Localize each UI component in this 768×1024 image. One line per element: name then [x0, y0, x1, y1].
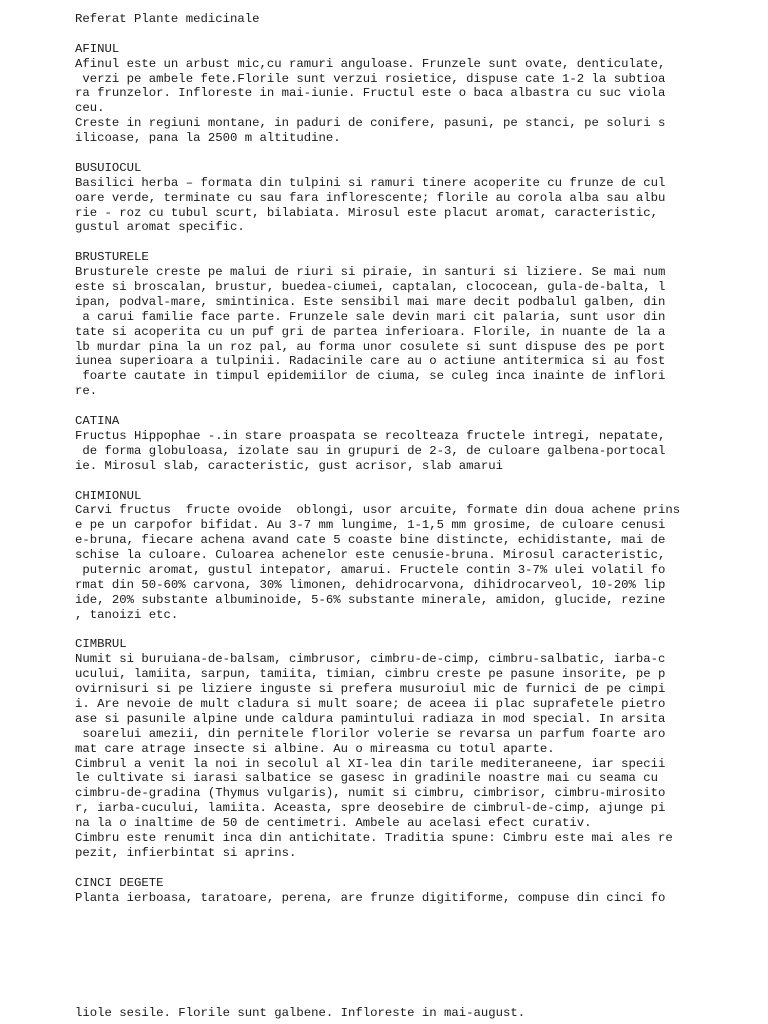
- paragraph-line: cimbru-de-gradina (Thymus vulgaris), numit si cimbru, cimbrisor, cimbru-mirosito: [75, 786, 666, 801]
- paragraph-line: de forma globuloasa, izolate sau in grupuri de 2-3, de culoare galbena-portocal: [75, 443, 666, 458]
- paragraph-line: Planta ierboasa, taratoare, perena, are frunze digitiforme, compuse din cinci fo: [75, 890, 666, 905]
- spacer: [75, 235, 755, 250]
- paragraph-line: ucului, lamiita, sarpun, tamiita, timian, cimbru creste pe pasune insorite, pe p: [75, 667, 666, 682]
- section-catina: [75, 414, 755, 474]
- section-heading: BUSUIOCUL: [75, 160, 142, 175]
- paragraph-line: ceu.: [75, 101, 105, 116]
- paragraph-line: gustul aromat specific.: [75, 220, 245, 235]
- spacer: [75, 861, 755, 876]
- paragraph-line: verzi pe ambele fete.Florile sunt verzui rosietice, dispuse cate 1-2 la subtioa: [75, 71, 666, 86]
- paragraph-line: rmat din 50-60% carvona, 30% limonen, dehidrocarvona, dihidrocarveol, 10-20% lip: [75, 577, 666, 592]
- paragraph-line: r, iarba-cucului, lamiita. Aceasta, spre deosebire de cimbrul-de-cimp, ajunge pi: [75, 801, 666, 816]
- paragraph-line: puternic aromat, gustul intepator, amarui. Fructele contin 3-7% ulei volatil fo: [75, 562, 666, 577]
- paragraph-line: e pe un carpofor bifidat. Au 3-7 mm lungime, 1-1,5 mm grosime, de culoare cenusi: [75, 518, 666, 533]
- paragraph-line: oare verde, terminate cu sau fara inflorescente; florile au corola alba sau albu: [75, 190, 666, 205]
- paragraph-line: ovirnisuri si pe liziere inguste si prefera musuroiul mic de furnici de pe cimpi: [75, 682, 666, 697]
- spacer: [75, 399, 755, 414]
- document-body: [75, 12, 755, 905]
- paragraph-line: tate si acoperita cu un puf gri de partea inferioara. Florile, in nuante de la a: [75, 324, 666, 339]
- paragraph-line: pezit, infierbintat si aprins.: [75, 845, 297, 860]
- paragraph-line: Brusturele creste pe malui de riuri si piraie, in santuri si liziere. Se mai num: [75, 265, 666, 280]
- section-heading: CHIMIONUL: [75, 488, 142, 503]
- paragraph-line: Carvi fructus fructe ovoide oblongi, usor arcuite, formate din doua achene prins: [75, 503, 681, 518]
- paragraph-line: iunea superioara a tulpinii. Radacinile care au o actiune antitermica si au fost: [75, 354, 666, 369]
- document-title: Referat Plante medicinale: [75, 12, 260, 26]
- paragraph-line: ra frunzelor. Infloreste in mai-iunie. Fructul este o baca albastra cu suc viola: [75, 86, 666, 101]
- paragraph-line: , tanoizi etc.: [75, 607, 179, 622]
- paragraph-line: ie. Mirosul slab, caracteristic, gust acrisor, slab amarui: [75, 458, 504, 473]
- paragraph-line: e-bruna, fiecare achena avand cate 5 coaste bine distincte, echidistante, mai de: [75, 533, 666, 548]
- section-busuiocul: [75, 161, 755, 235]
- paragraph-line: Numit si buruiana-de-balsam, cimbrusor, cimbru-de-cimp, cimbru-salbatic, iarba-c: [75, 652, 666, 667]
- paragraph-line: re.: [75, 384, 98, 399]
- paragraph-line: a carui familie face parte. Frunzele sale devin mari cit palaria, sunt usor din: [75, 309, 666, 324]
- section-heading: BRUSTURELE: [75, 250, 149, 265]
- spacer: [75, 27, 755, 42]
- section-heading: CIMBRUL: [75, 637, 127, 652]
- paragraph-line: Cimbrul a venit la noi in secolul al XI-lea din tarile mediteraneene, iar specii: [75, 756, 666, 771]
- section-cinci-degete: [75, 876, 755, 906]
- paragraph-line: foarte cautate in timpul epidemiilor de ciuma, se culeg inca inainte de inflori: [75, 369, 666, 384]
- paragraph-line: ipan, podval-mare, smintinica. Este sensibil mai mare decit podbalul galben, din: [75, 294, 666, 309]
- section-brusturele: [75, 250, 755, 399]
- paragraph-line: rie - roz cu tubul scurt, bilabiata. Mirosul este placut aromat, caracteristic,: [75, 205, 658, 220]
- paragraph-line: na la o inaltime de 50 de centimetri. Ambele au acelasi efect curativ.: [75, 816, 592, 831]
- paragraph-line: ilicoase, pana la 2500 m altitudine.: [75, 131, 341, 146]
- paragraph-line: ase si pasunile alpine unde caldura pamintului radiaza in mod special. In arsita: [75, 711, 666, 726]
- paragraph-line: Cimbru este renumit inca din antichitate. Traditia spune: Cimbru este mai ales re: [75, 830, 673, 845]
- section-chimionul: [75, 489, 755, 623]
- paragraph-line: schise la culoare. Culoarea achenelor este cenusie-bruna. Mirosul caracteristic,: [75, 548, 666, 563]
- paragraph-line: mat care atrage insecte si albine. Au o mireasma cu totul aparte.: [75, 741, 555, 756]
- section-cimbrul: [75, 637, 755, 860]
- paragraph-line: ide, 20% substante albuminoide, 5-6% substante minerale, amidon, glucide, rezine: [75, 592, 666, 607]
- section-afinul: [75, 42, 755, 146]
- spacer: [75, 623, 755, 638]
- paragraph-line: este si broscalan, brustur, buedea-ciumei, captalan, clococean, gula-de-balta, l: [75, 280, 666, 295]
- section-heading: AFINUL: [75, 41, 120, 56]
- paragraph-line: Basilici herba – formata din tulpini si ramuri tinere acoperite cu frunze de cul: [75, 175, 666, 190]
- section-heading: CATINA: [75, 414, 120, 429]
- paragraph-line: i. Are nevoie de mult cladura si mult soare; de aceea ii plac suprafetele pietro: [75, 696, 666, 711]
- spacer: [75, 146, 755, 161]
- spacer: [75, 474, 755, 489]
- paragraph-line: Afinul este un arbust mic,cu ramuri anguloase. Frunzele sunt ovate, denticulate,: [75, 56, 666, 71]
- paragraph-line: Fructus Hippophae -.in stare proaspata se recolteaza fructele intregi, nepatate,: [75, 428, 666, 443]
- paragraph-line: soarelui amezii, din pernitele florilor volerie se revarsa un parfum foarte aro: [75, 726, 666, 741]
- section-heading: CINCI DEGETE: [75, 875, 164, 890]
- paragraph-line: le cultivate si iarasi salbatice se gasesc in gradinile noastre mai cu seama cu: [75, 771, 658, 786]
- continued-line: liole sesile. Florile sunt galbene. Infloreste in mai-august.: [75, 1006, 526, 1020]
- paragraph-line: lb murdar pina la un roz pal, au forma unor cosulete si sunt dispuse des pe port: [75, 339, 666, 354]
- paragraph-line: Creste in regiuni montane, in paduri de conifere, pasuni, pe stanci, pe soluri s: [75, 116, 666, 131]
